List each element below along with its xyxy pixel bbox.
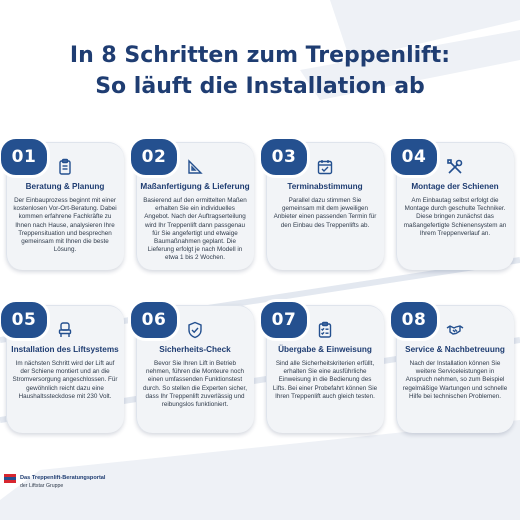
step-card-5 xyxy=(6,305,124,433)
step-title: Terminabstimmung xyxy=(287,182,363,191)
step-card-2 xyxy=(136,142,254,270)
tools-icon xyxy=(446,158,464,176)
step-description: Im nächsten Schritt wird der Lift auf der Schiene montiert und an die Stromversorgung angeschlossen. Für gewöhnlich reicht dazu eine Haushaltssteckdose mit 230 Volt. xyxy=(12,360,118,400)
step-title: Installation des Liftsystems xyxy=(11,345,119,354)
step-number-badge: 01 xyxy=(0,136,50,178)
clipboard-icon xyxy=(56,158,74,176)
step-description: Am Einbautag selbst erfolgt die Montage durch geschulte Techniker. Diese bringen zunächst das maßangefertigte Schienensystem an Ihrem Treppenverlauf an. xyxy=(403,197,507,237)
title-line-2: So läuft die Installation ab xyxy=(95,74,425,99)
step-number-badge: 02 xyxy=(128,136,180,178)
step-title: Montage der Schienen xyxy=(411,182,499,191)
title-line-1: In 8 Schritten zum Treppenlift: xyxy=(69,43,451,68)
step-description: Parallel dazu stimmen Sie gemeinsam mit dem jeweiligen Anbieter einen passenden Termin für den Einbau des Treppenlifts ab. xyxy=(273,197,377,229)
lift-seat-icon xyxy=(56,321,74,339)
step-description: Der Einbauprozess beginnt mit einer kostenlosen Vor-Ort-Beratung. Dabei kommen erfahrene Fachkräfte zu Ihnen nach Hause, analysieren Ihre Treppensituation und besprechen gemeinsam mit Ihnen die beste Lösung. xyxy=(13,197,117,254)
set-square-icon xyxy=(186,158,204,176)
step-card-8 xyxy=(396,305,514,433)
step-title: Beratung & Planung xyxy=(25,182,105,191)
step-title: Maßanfertigung & Lieferung xyxy=(140,182,250,191)
handshake-icon xyxy=(446,321,464,339)
step-description: Bevor Sie Ihren Lift in Betrieb nehmen, führen die Monteure noch einen umfassenden Funktionstest durch. So stellen die Experten sicher, dass Ihr Treppenlift zuverlässig und reibungslos funktioniert. xyxy=(143,360,247,409)
step-number-badge: 03 xyxy=(258,136,310,178)
step-number-badge: 04 xyxy=(388,136,440,178)
step-card-4 xyxy=(396,142,514,270)
step-title: Sicherheits-Check xyxy=(159,345,231,354)
step-number-badge: 05 xyxy=(0,299,50,341)
step-number-badge: 07 xyxy=(258,299,310,341)
shield-check-icon xyxy=(186,321,204,339)
step-title: Service & Nachbetreuung xyxy=(405,345,505,354)
step-card-7 xyxy=(266,305,384,433)
footer-portal-name: Das Treppenlift-Beratungsportal xyxy=(20,475,106,481)
calendar-check-icon xyxy=(316,158,334,176)
checklist-icon xyxy=(316,321,334,339)
step-card-6 xyxy=(136,305,254,433)
step-description: Basierend auf den ermittelten Maßen erhalten Sie ein individuelles Angebot. Nach der Auftragserteilung wird Ihr Treppenlift dann passgenau für Sie angefertigt und etwaige Baumaßnahmen geplant. Die Lieferung erfolgt je nach Modell in etwa 1 bis 2 Wochen. xyxy=(143,197,247,262)
footer-group-name: der Liftstar Gruppe xyxy=(20,483,64,489)
step-number-badge: 08 xyxy=(388,299,440,341)
step-description: Sind alle Sicherheitskriterien erfüllt, erhalten Sie eine ausführliche Einweisung in die Bedienung des Lifts. Bei einer Probefahrt können Sie Ihren Treppenlift auch gleich testen. xyxy=(272,360,378,400)
step-card-1 xyxy=(6,142,124,270)
step-number-badge: 06 xyxy=(128,299,180,341)
step-title: Übergabe & Einweisung xyxy=(278,345,372,354)
page-title xyxy=(0,40,520,102)
steps-grid xyxy=(0,142,520,462)
step-description: Nach der Installation können Sie weitere Serviceleistungen in Anspruch nehmen, so zum Beispiel regelmäßige Wartungen und schnelle Hilfe bei technischen Problemen. xyxy=(402,360,508,400)
liftstar-logo-icon xyxy=(4,474,16,483)
step-card-3 xyxy=(266,142,384,270)
